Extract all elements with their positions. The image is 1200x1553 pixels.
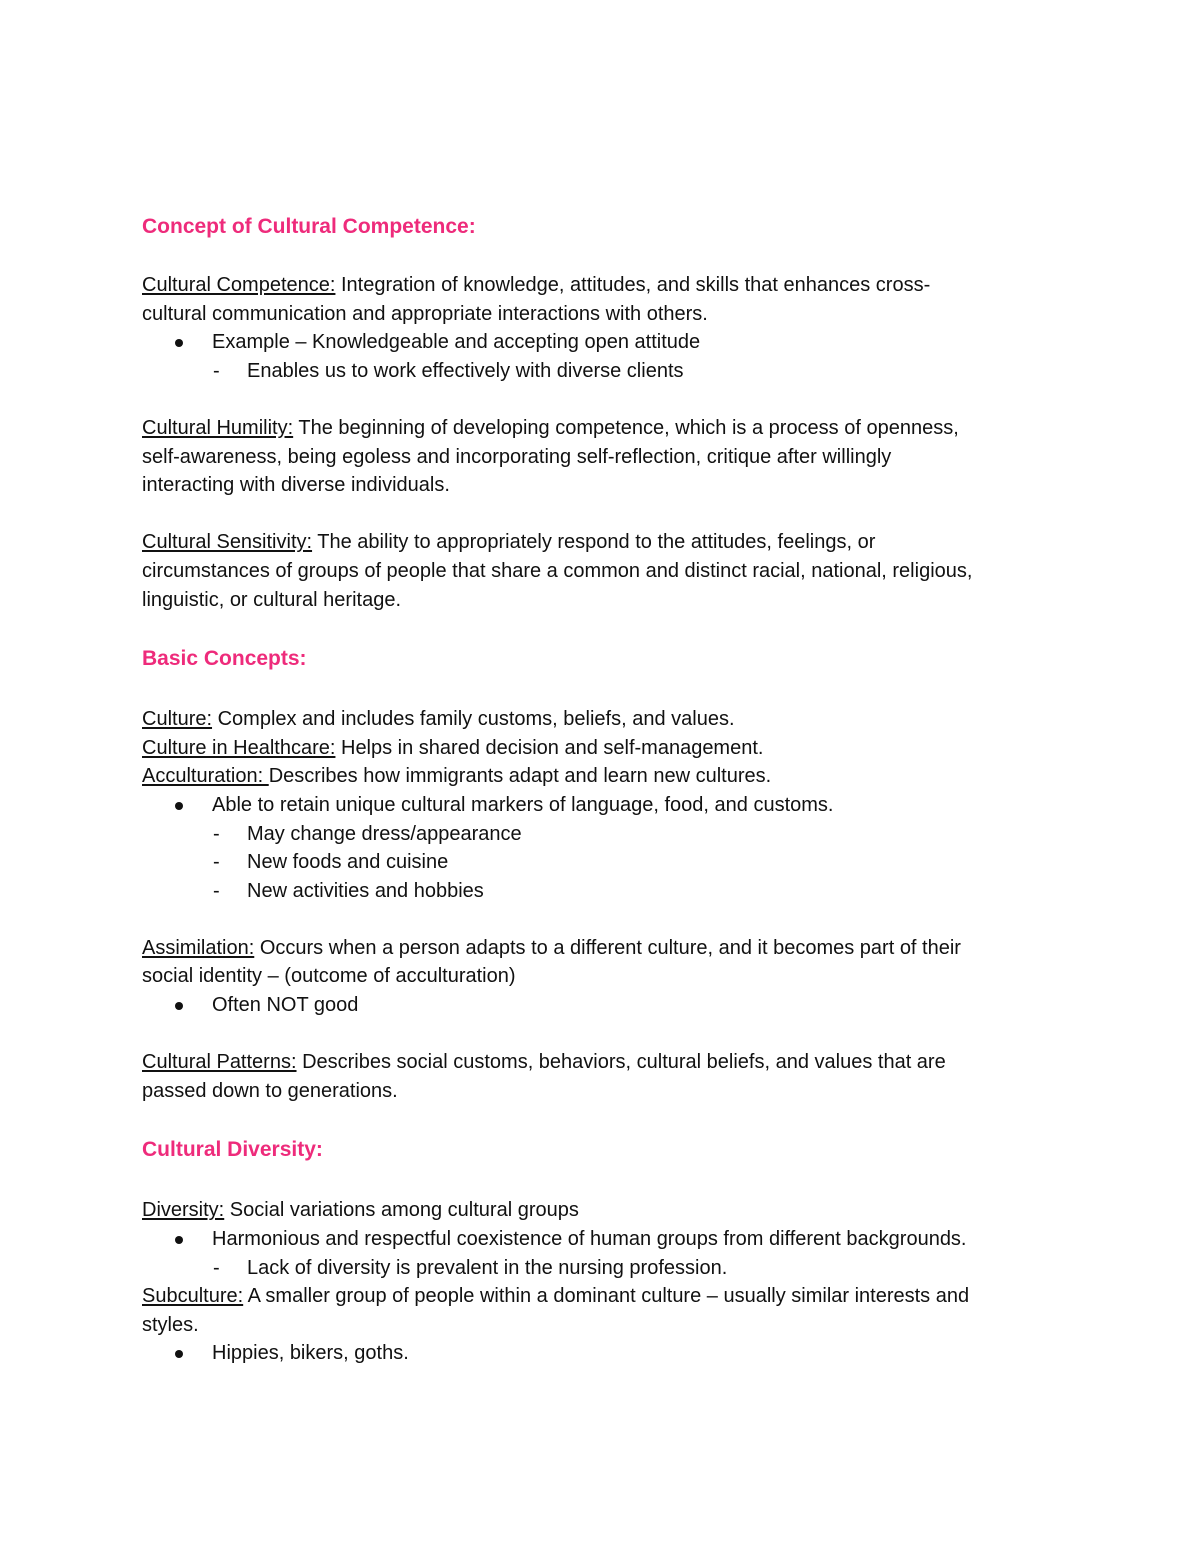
definition-line: Describes how immigrants adapt and learn new cultures. xyxy=(268,765,772,788)
list-item xyxy=(142,328,1062,357)
list-item xyxy=(142,848,1062,877)
list-item-text: New foods and cuisine xyxy=(247,851,449,874)
paragraph-diversity xyxy=(142,1196,1062,1225)
spacer xyxy=(142,905,1062,934)
paragraph-cultural-patterns xyxy=(142,1048,1062,1077)
bullet-list xyxy=(142,328,1062,357)
list-item-text: May change dress/appearance xyxy=(247,822,522,845)
definition-line: Occurs when a person adapts to a different culture, and it becomes part of their xyxy=(254,936,961,959)
dash-list xyxy=(142,1254,1062,1283)
list-item xyxy=(142,1339,1062,1368)
bullet-icon xyxy=(175,1002,183,1010)
list-item-text: Often NOT good xyxy=(212,994,359,1017)
term-culture-in-healthcare: Culture in Healthcare: xyxy=(142,736,336,759)
dash-icon: - xyxy=(213,822,220,845)
definition-line: Helps in shared decision and self-management. xyxy=(335,736,764,759)
definition-line: Integration of knowledge, attitudes, and skills that enhances cross- xyxy=(335,274,931,296)
bullet-icon xyxy=(175,802,183,810)
definition-line: social identity – (outcome of acculturation) xyxy=(142,965,516,988)
paragraph-cultural-humility xyxy=(142,414,1062,443)
definition-line: cultural communication and appropriate interactions with others. xyxy=(142,302,708,325)
list-item xyxy=(142,820,1062,849)
list-item xyxy=(142,1254,1062,1283)
term-acculturation: Acculturation: xyxy=(142,765,269,788)
list-item xyxy=(142,791,1062,820)
term-cultural-patterns: Cultural Patterns: xyxy=(142,1051,297,1074)
term-assimilation: Assimilation: xyxy=(142,936,255,959)
spacer xyxy=(142,500,1062,529)
list-item-text: New activities and hobbies xyxy=(247,879,484,902)
bullet-icon xyxy=(175,1350,183,1358)
definition-line: self-awareness, being egoless and incorporating self-reflection, critique after willingly xyxy=(142,445,892,468)
bullet-list xyxy=(142,791,1062,820)
list-item-text: Harmonious and respectful coexistence of human groups from different backgrounds. xyxy=(212,1228,967,1251)
bullet-list xyxy=(142,1225,1062,1254)
heading-cultural-diversity: Cultural Diversity: xyxy=(142,1138,323,1162)
list-item xyxy=(142,357,1062,386)
term-diversity: Diversity: xyxy=(142,1199,225,1222)
bullet-list xyxy=(142,991,1062,1020)
paragraph-assimilation xyxy=(142,934,1062,963)
term-culture: Culture: xyxy=(142,708,213,731)
list-item-text: Example – Knowledgeable and accepting open attitude xyxy=(212,331,701,354)
definition-line: linguistic, or cultural heritage. xyxy=(142,588,402,611)
list-item xyxy=(142,1225,1062,1254)
dash-list xyxy=(142,820,1062,906)
paragraph-culture xyxy=(142,705,1062,734)
definition-line: circumstances of groups of people that share a common and distinct racial, national, religious, xyxy=(142,559,973,582)
term-cultural-competence: Cultural Competence: xyxy=(142,274,336,296)
list-item-text: Able to retain unique cultural markers of language, food, and customs. xyxy=(212,793,834,816)
term-cultural-sensitivity: Cultural Sensitivity: xyxy=(142,531,313,554)
list-item-text: Lack of diversity is prevalent in the nursing profession. xyxy=(247,1256,728,1279)
definition-line: interacting with diverse individuals. xyxy=(142,474,450,497)
dash-icon: - xyxy=(213,879,220,902)
dash-icon: - xyxy=(213,359,220,382)
definition-line: Social variations among cultural groups xyxy=(224,1199,579,1222)
dash-icon: - xyxy=(213,851,220,874)
definition-line: The ability to appropriately respond to the attitudes, feelings, or xyxy=(312,531,876,554)
paragraph-cultural-sensitivity xyxy=(142,528,1062,557)
heading-basic-concepts: Basic Concepts: xyxy=(142,647,307,671)
definition-line: styles. xyxy=(142,1313,199,1336)
term-cultural-humility: Cultural Humility: xyxy=(142,416,294,439)
paragraph-cultural-competence xyxy=(142,271,1062,300)
spacer xyxy=(142,1020,1062,1049)
bullet-list xyxy=(142,1339,1062,1368)
list-item xyxy=(142,877,1062,906)
list-item-text: Enables us to work effectively with diverse clients xyxy=(247,359,684,382)
definition-line: The beginning of developing competence, which is a process of openness, xyxy=(293,416,959,439)
bullet-icon xyxy=(175,339,183,347)
list-item-text: Hippies, bikers, goths. xyxy=(212,1342,409,1365)
heading-concept-of-cultural-competence: Concept of Cultural Competence: xyxy=(142,215,476,238)
definition-line: Complex and includes family customs, beliefs, and values. xyxy=(212,708,735,731)
definition-line: Describes social customs, behaviors, cultural beliefs, and values that are xyxy=(296,1051,946,1074)
dash-list xyxy=(142,357,1062,386)
list-item xyxy=(142,991,1062,1020)
dash-icon: - xyxy=(213,1256,220,1279)
bullet-icon xyxy=(175,1236,183,1244)
document-body xyxy=(142,212,1062,1368)
paragraph-subculture xyxy=(142,1282,1062,1311)
paragraph-acculturation xyxy=(142,762,1062,791)
definition-line: passed down to generations. xyxy=(142,1079,398,1102)
paragraph-culture-in-healthcare xyxy=(142,734,1062,763)
spacer xyxy=(142,385,1062,414)
definition-line: A smaller group of people within a dominant culture – usually similar interests and xyxy=(243,1285,970,1308)
term-subculture: Subculture: xyxy=(142,1285,244,1308)
